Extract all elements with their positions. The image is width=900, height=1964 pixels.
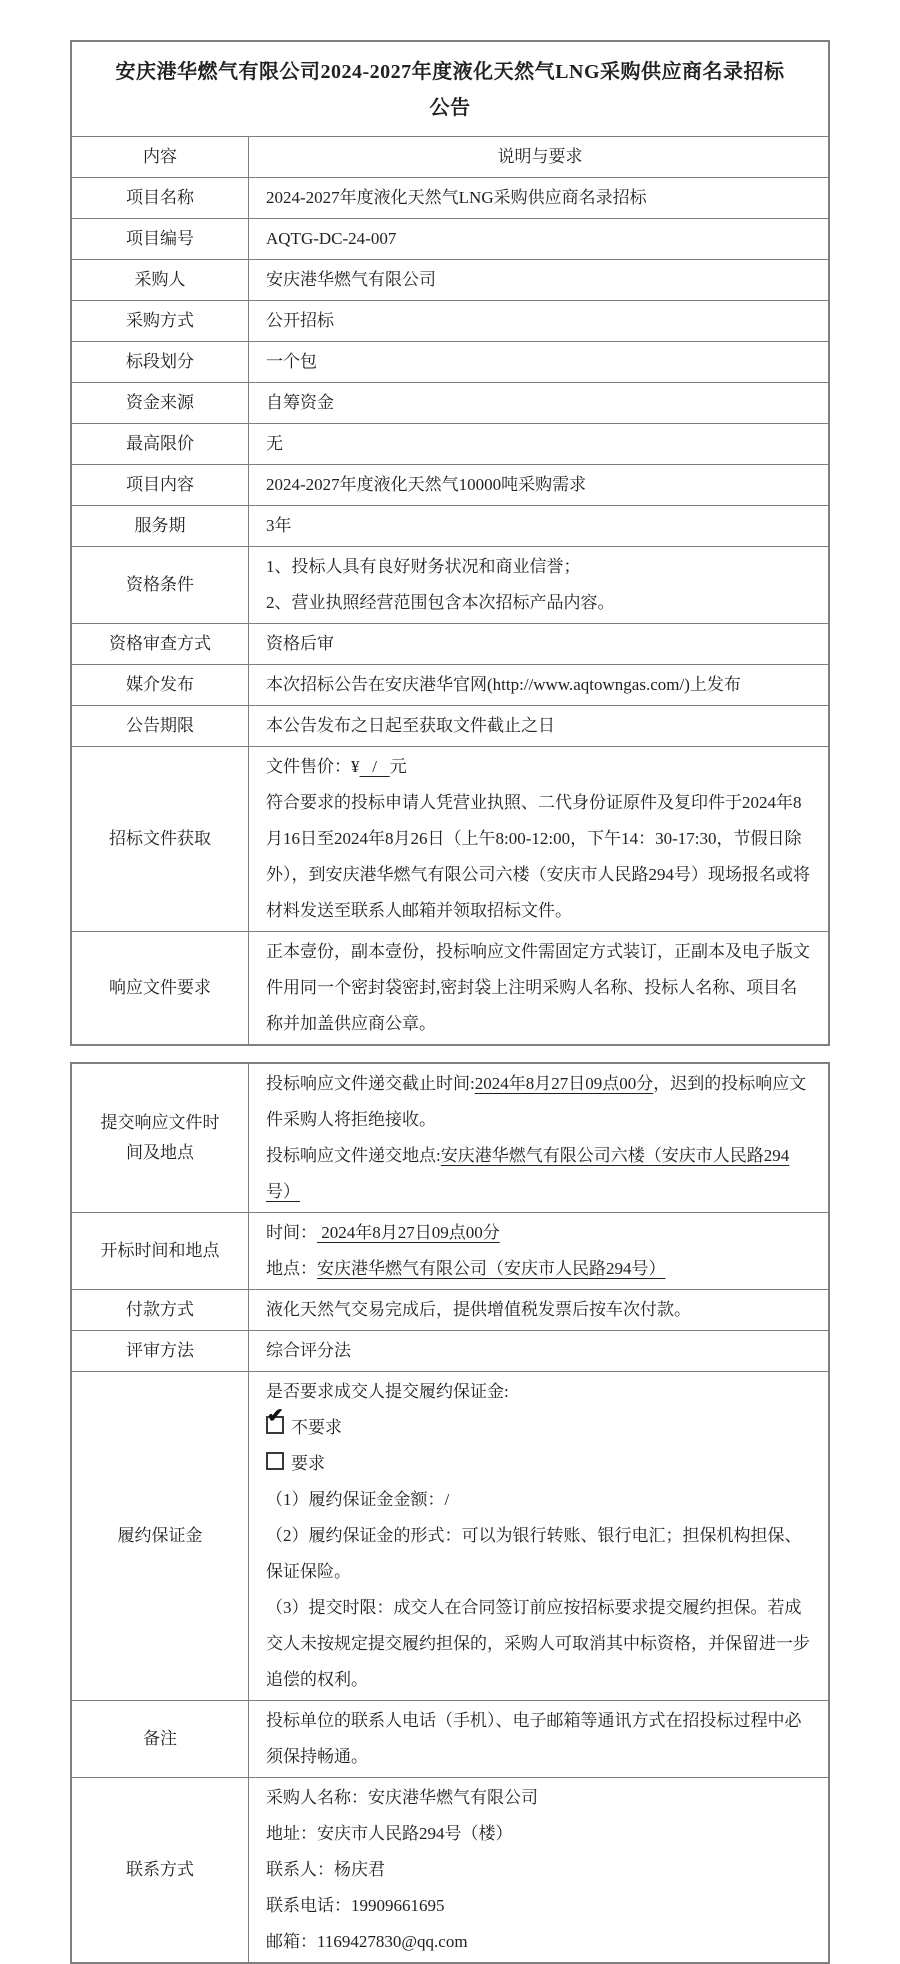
table-row [72,1212,828,1289]
table-row [72,1700,828,1777]
text-segment: 本次招标公告在安庆港华官网(http://www.aqtowngas.com/)上发布 [266,675,741,694]
underlined-text: 安庆港华燃气有限公司（安庆市人民路294号） [317,1259,666,1278]
text-segment: 2024-2027年度液化天然气LNG采购供应商名录招标 [266,188,647,207]
text-segment: （3）提交时限：成交人在合同签订前应按招标要求提交履约担保。若成交人未按规定提交履约担保的，采购人可取消其中标资格，并保留进一步追偿的权利。 [266,1598,810,1689]
row-label: 项目名称 [72,178,249,218]
underlined-text: 2024年8月27日09点00分 [317,1223,500,1242]
value-line [266,1482,814,1518]
row-value [249,706,828,746]
value-line [266,1066,814,1138]
table-row [72,423,828,464]
value-line [266,934,814,1042]
text-segment: 说明与要求 [497,147,583,166]
row-label: 最高限价 [72,424,249,464]
underlined-text: 安庆港华燃气有限公司六楼（安庆市人民路294号） [266,1146,790,1201]
table-row [72,746,828,931]
value-line [266,508,814,544]
value-line [266,667,814,703]
text-segment: 文件售价：¥ [266,757,360,776]
value-line [266,1333,814,1369]
table-gap [70,1046,830,1062]
text-segment: 投标单位的联系人电话（手机）、电子邮箱等通讯方式在招投标过程中必须保持畅通。 [266,1711,802,1766]
text-segment: 1、投标人具有良好财务状况和商业信誉； [266,557,581,576]
row-label: 评审方法 [72,1331,249,1371]
table-row [72,705,828,746]
row-label: 采购人 [72,260,249,300]
text-segment: 正本壹份，副本壹份，投标响应文件需固定方式装订，正副本及电子版文件用同一个密封袋密封,密封袋上注明采购人名称、投标人名称、项目名称并加盖供应商公章。 [266,942,810,1033]
row-label: 资格条件 [72,547,249,623]
value-line [498,139,583,175]
value-line [266,180,814,216]
table-row [72,546,828,623]
table-row [72,931,828,1044]
row-value [249,178,828,218]
text-segment: 采购人名称：安庆港华燃气有限公司 [266,1788,538,1807]
table-row [72,1371,828,1700]
value-line [266,1518,814,1590]
table-row [72,1289,828,1330]
value-line [266,344,814,380]
table-row [72,341,828,382]
row-value [249,932,828,1044]
value-line [266,1292,814,1328]
announcement-schedule-table [70,1062,830,1964]
value-line [266,221,814,257]
row-label: 公告期限 [72,706,249,746]
checkbox-checked-icon [266,1416,284,1434]
text-segment: 2、营业执照经营范围包含本次招标产品内容。 [266,593,615,612]
row-label: 内容 [72,137,249,177]
row-label: 付款方式 [72,1290,249,1330]
row-value [249,260,828,300]
row-value [249,342,828,382]
underlined-text: 2024年8月27日09点00分 [474,1074,654,1093]
table-row [72,664,828,705]
underlined-text: / [359,757,390,776]
value-line [266,1251,814,1287]
value-line [266,426,814,462]
text-segment: 时间： [266,1223,317,1242]
value-line [266,1924,814,1960]
text-segment: 联系人：杨庆君 [266,1860,385,1879]
row-value [249,747,828,931]
text-segment: 符合要求的投标申请人凭营业执照、二代身份证原件及复印件于2024年8月16日至2024年8月26日（上午8:00-12:00，下午14：30-17:30，节假日除外），到安庆港华燃气有限公司六楼（安庆市人民路294号）现场报名或将材料发送至联系人邮箱并领取招标文件。 [266,793,810,920]
row-label: 履约保证金 [72,1372,249,1700]
table-row [72,1330,828,1371]
value-line [266,1138,814,1210]
text-segment: 邮箱：1169427830@qq.com [266,1932,468,1951]
row-value [249,1701,828,1777]
row-label: 服务期 [72,506,249,546]
text-segment: 联系电话：19909661695 [266,1896,445,1915]
text-segment: 综合评分法 [266,1341,351,1360]
row-value [249,1064,828,1212]
text-segment: AQTG-DC-24-007 [266,229,397,248]
checkbox-unchecked-icon [266,1452,284,1470]
text-segment: 本公告发布之日起至获取文件截止之日 [266,716,555,735]
text-segment: 自筹资金 [266,393,334,412]
value-line [266,1410,814,1446]
announcement-main-table [70,40,830,1046]
row-label: 媒介发布 [72,665,249,705]
text-segment: ，迟到的投标响应文件采购人将拒绝接收。 [266,1074,807,1129]
table-row [72,1777,828,1962]
text-segment: 地点： [266,1259,317,1278]
text-segment: 资格后审 [266,634,334,653]
text-segment: 3年 [266,516,292,535]
value-line [266,549,814,585]
row-value [249,301,828,341]
table-row [72,505,828,546]
row-label: 备注 [72,1701,249,1777]
table-row [72,1064,828,1212]
table-row [72,382,828,423]
text-segment: 地址：安庆市人民路294号（楼） [266,1824,513,1843]
text-segment: 元 [389,757,407,776]
table-row [72,136,828,177]
row-value [249,137,828,177]
text-segment: 安庆港华燃气有限公司 [266,270,436,289]
value-line [266,1446,814,1482]
table-row [72,464,828,505]
row-value [249,665,828,705]
row-value [249,1372,828,1700]
value-line [266,1590,814,1698]
text-segment: （2）履约保证金的形式：可以为银行转账、银行电汇；担保机构担保、保证保险。 [266,1526,802,1581]
row-value [249,424,828,464]
table-row [72,177,828,218]
text-segment: 投标响应文件递交地点: [266,1146,441,1165]
value-line [266,1888,814,1924]
row-value [249,219,828,259]
table-row [72,259,828,300]
value-line [266,1703,814,1775]
value-line [266,1852,814,1888]
table-row [72,218,828,259]
value-line [266,1374,814,1410]
value-line [266,1816,814,1852]
row-label: 资金来源 [72,383,249,423]
value-line [266,626,814,662]
row-label: 标段划分 [72,342,249,382]
row-value [249,1778,828,1962]
text-segment: 是否要求成交人提交履约保证金: [266,1382,509,1401]
value-line [266,708,814,744]
value-line [266,1215,814,1251]
value-line [266,385,814,421]
row-label: 提交响应文件时间及地点 [72,1064,249,1212]
text-segment: 投标响应文件递交截止时间: [266,1074,475,1093]
value-line [266,1780,814,1816]
row-label: 响应文件要求 [72,932,249,1044]
row-value [249,383,828,423]
row-value [249,624,828,664]
text-segment: 公开招标 [266,311,334,330]
row-value [249,1290,828,1330]
value-line [266,262,814,298]
row-label: 开标时间和地点 [72,1213,249,1289]
text-segment: 要求 [291,1454,325,1473]
value-line [266,749,814,785]
row-label: 招标文件获取 [72,747,249,931]
value-line [266,785,814,929]
row-value [249,547,828,623]
row-value [249,506,828,546]
value-line [266,467,814,503]
text-segment: 2024-2027年度液化天然气10000吨采购需求 [266,475,587,494]
text-segment: 无 [266,434,283,453]
row-label: 项目内容 [72,465,249,505]
value-line [266,585,814,621]
value-line [266,303,814,339]
table-row [72,623,828,664]
row-label: 资格审查方式 [72,624,249,664]
text-segment: （1）履约保证金金额：/ [266,1490,450,1509]
text-segment: 不要求 [291,1418,342,1437]
row-label: 采购方式 [72,301,249,341]
row-value [249,465,828,505]
document-title: 安庆港华燃气有限公司2024-2027年度液化天然气LNG采购供应商名录招标公告 [115,61,785,119]
text-segment: 一个包 [266,352,317,371]
row-label: 项目编号 [72,219,249,259]
row-value [249,1213,828,1289]
row-value [249,1331,828,1371]
table-row [72,300,828,341]
text-segment: 液化天然气交易完成后，提供增值税发票后按车次付款。 [266,1300,691,1319]
row-label: 联系方式 [72,1778,249,1962]
